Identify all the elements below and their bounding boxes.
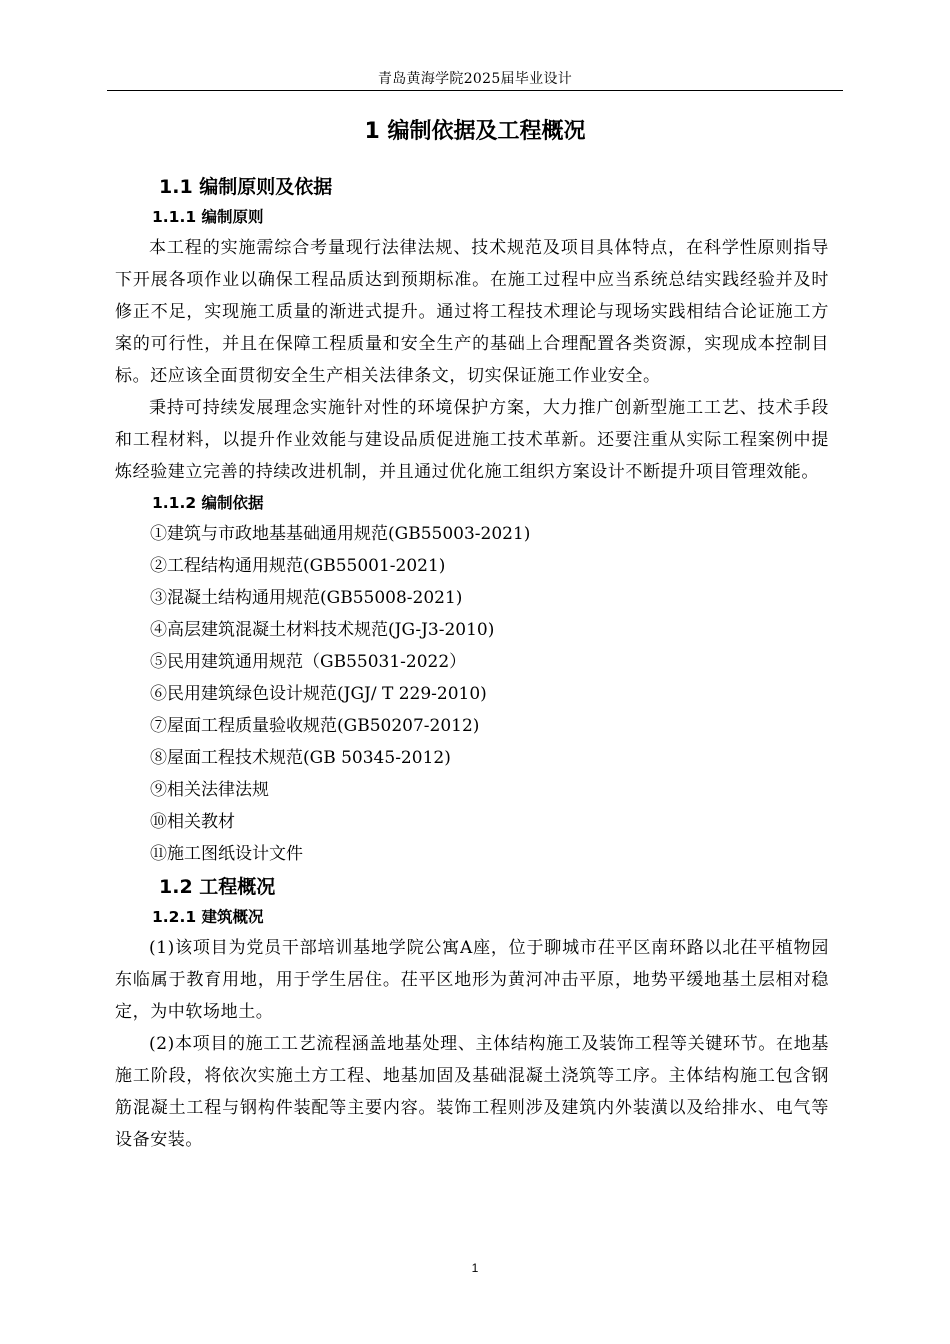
list-item: ③混凝土结构通用规范(GB55008-2021) [150, 588, 463, 608]
subsection-heading-1-1-2: 1.1.2 编制依据 [152, 494, 264, 512]
list-item: ⑨相关法律法规 [150, 780, 269, 800]
list-item: ①建筑与市政地基基础通用规范(GB55003-2021) [150, 524, 531, 544]
subsection-heading-1-1-1: 1.1.1 编制原则 [152, 208, 264, 226]
page-header: 青岛黄海学院2025届毕业设计 [377, 71, 573, 87]
section-heading-1-1: 1.1 编制原则及依据 [159, 176, 333, 198]
subsection-heading-1-2-1: 1.2.1 建筑概况 [152, 908, 264, 926]
header-rule [107, 90, 843, 91]
section-heading-1-2: 1.2 工程概况 [159, 876, 276, 898]
list-item: ②工程结构通用规范(GB55001-2021) [150, 556, 446, 576]
page-number: 1 [471, 1261, 479, 1275]
chapter-title: 1 编制依据及工程概况 [364, 119, 586, 144]
list-item: ⑧屋面工程技术规范(GB 50345-2012) [150, 748, 451, 768]
list-item: ⑩相关教材 [150, 812, 235, 832]
paragraph: (2)本项目的施工工艺流程涵盖地基处理、主体结构施工及装饰工程等关键环节。在地基施工阶段，将依次实施土方工程、地基加固及基础混凝土浇筑等工序。主体结构施工包含钢筋混凝土工程与钢构件装配等主要内容。装饰工程则涉及建筑内外装潢以及给排水、电气等设备安装。 [115, 1034, 829, 1150]
list-item: ⑦屋面工程质量验收规范(GB50207-2012) [150, 716, 480, 736]
list-item: ⑪施工图纸设计文件 [150, 844, 303, 864]
list-item: ⑤民用建筑通用规范（GB55031-2022） [150, 652, 467, 672]
list-item: ⑥民用建筑绿色设计规范(JGJ/ T 229-2010) [150, 684, 487, 704]
paragraph: (1)该项目为党员干部培训基地学院公寓A座，位于聊城市茌平区南环路以北茌平植物园东临属于教育用地，用于学生居住。茌平区地形为黄河冲击平原，地势平缓地基土层相对稳定，为中软场地土。 [115, 938, 829, 1022]
paragraph: 本工程的实施需综合考量现行法律法规、技术规范及项目具体特点，在科学性原则指导下开展各项作业以确保工程品质达到预期标准。在施工过程中应当系统总结实践经验并及时修正不足，实现施工质量的渐进式提升。通过将工程技术理论与现场实践相结合论证施工方案的可行性，并且在保障工程质量和安全生产的基础上合理配置各类资源，实现成本控制目标。还应该全面贯彻安全生产相关法律条文，切实保证施工作业安全。 [115, 238, 829, 386]
document-body [115, 170, 829, 1156]
paragraph: 秉持可持续发展理念实施针对性的环境保护方案，大力推广创新型施工工艺、技术手段和工程材料，以提升作业效能与建设品质促进施工技术革新。还要注重从实际工程案例中提炼经验建立完善的持续改进机制，并且通过优化施工组织方案设计不断提升项目管理效能。 [115, 398, 829, 482]
list-item: ④高层建筑混凝土材料技术规范(JG-J3-2010) [150, 620, 495, 640]
